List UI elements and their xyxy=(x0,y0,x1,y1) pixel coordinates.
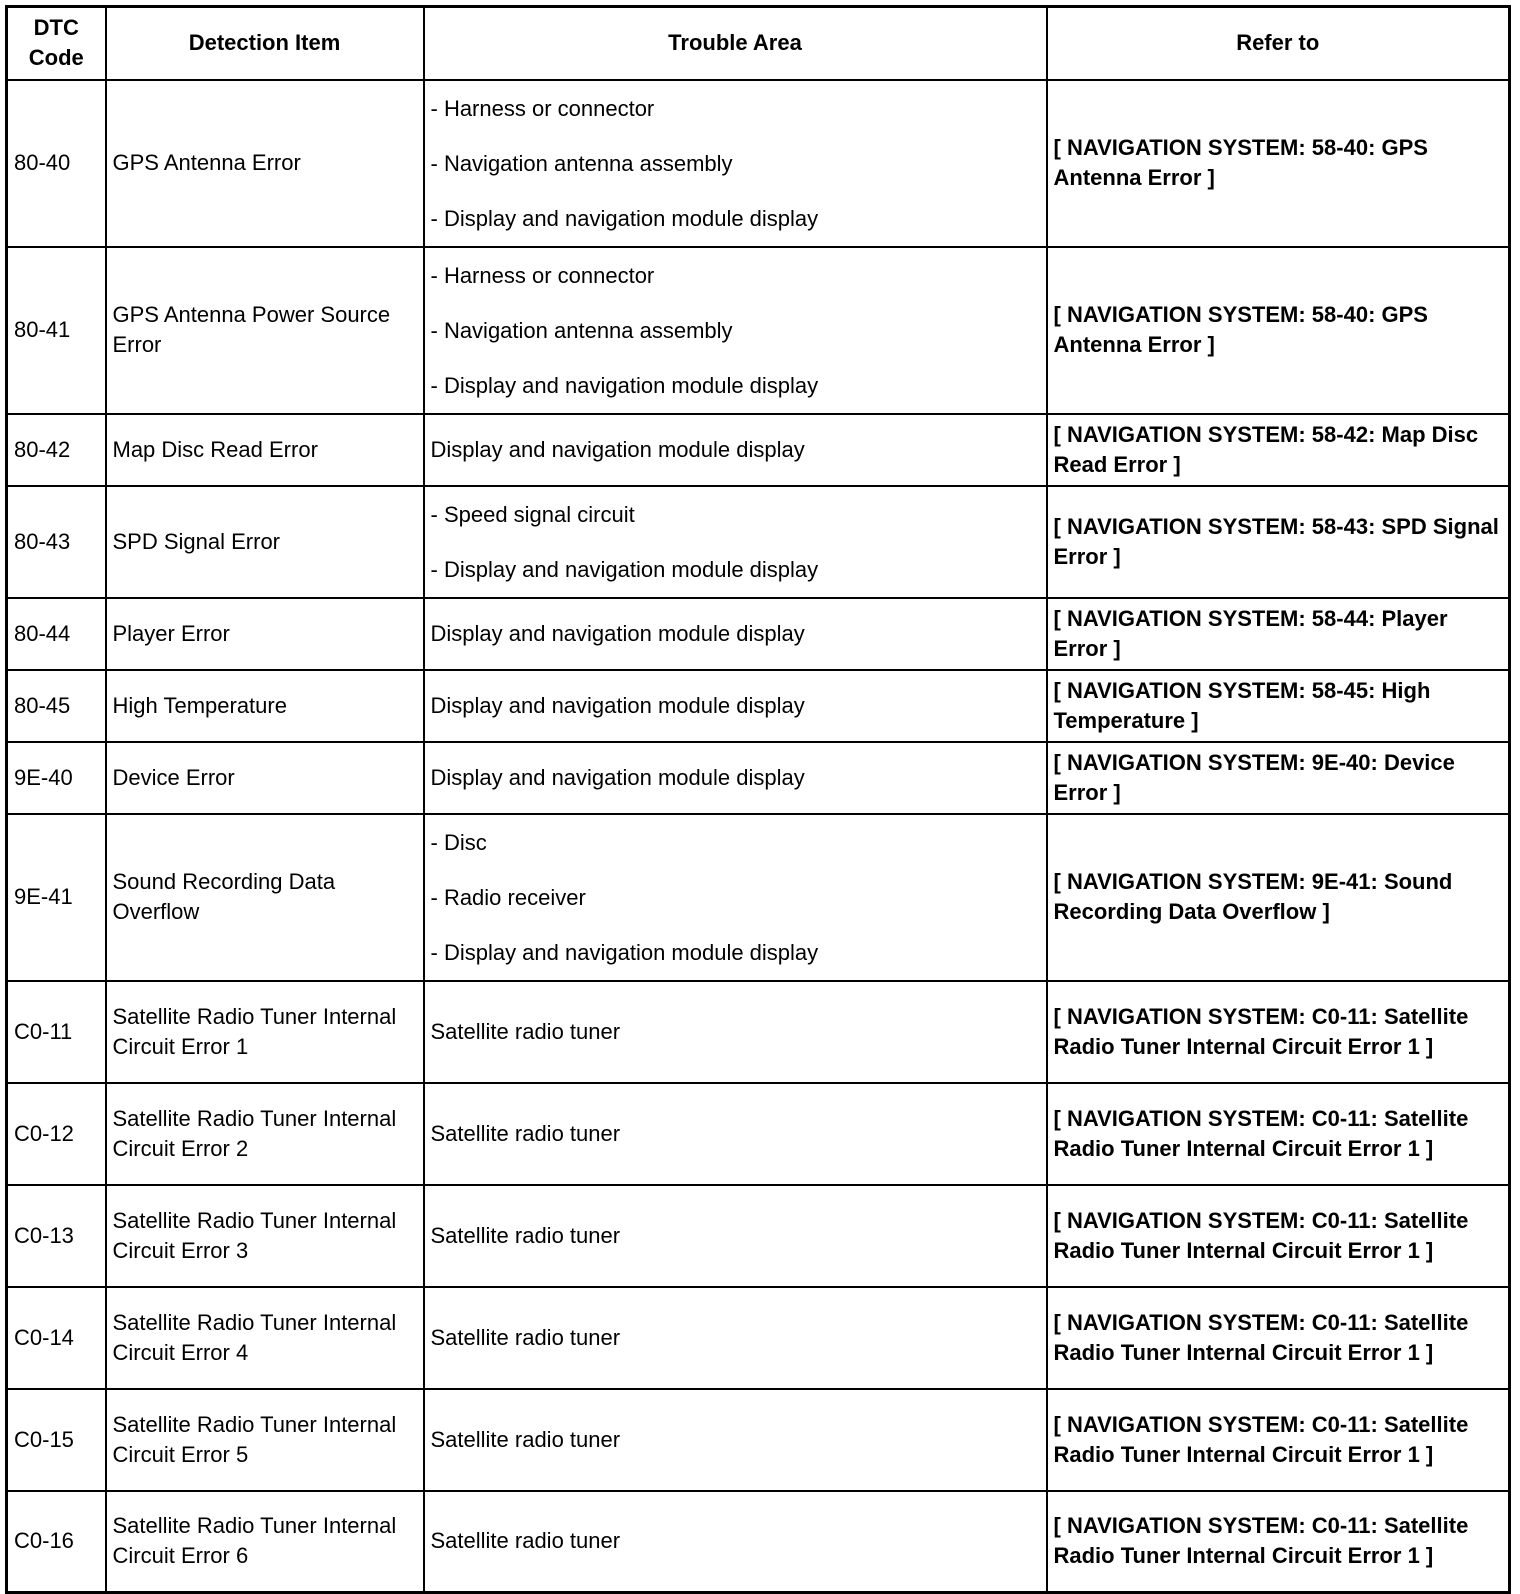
refer-to-link[interactable]: [ NAVIGATION SYSTEM: C0-11: Satellite Radio Tuner Internal Circuit Error 1 ] xyxy=(1047,1389,1510,1491)
detection-item-cell: Device Error xyxy=(106,742,424,814)
trouble-area-cell xyxy=(424,1389,1047,1491)
refer-to-link[interactable]: [ NAVIGATION SYSTEM: C0-11: Satellite Radio Tuner Internal Circuit Error 1 ] xyxy=(1047,1185,1510,1287)
trouble-area-cell xyxy=(424,414,1047,486)
detection-item-cell: Satellite Radio Tuner Internal Circuit Error 3 xyxy=(106,1185,424,1287)
refer-to-link[interactable]: [ NAVIGATION SYSTEM: C0-11: Satellite Radio Tuner Internal Circuit Error 1 ] xyxy=(1047,1491,1510,1593)
dtc-code-cell: C0-13 xyxy=(7,1185,106,1287)
trouble-area-line: - Radio receiver xyxy=(430,884,586,910)
table-row xyxy=(7,1491,1510,1593)
dtc-code-cell: 80-40 xyxy=(7,80,106,247)
detection-item-cell: GPS Antenna Error xyxy=(106,80,424,247)
trouble-area-cell xyxy=(424,486,1047,598)
refer-to-link[interactable]: [ NAVIGATION SYSTEM: C0-11: Satellite Radio Tuner Internal Circuit Error 1 ] xyxy=(1047,1083,1510,1185)
trouble-area-line: Satellite radio tuner xyxy=(430,1120,621,1146)
table-row xyxy=(7,414,1510,486)
trouble-area-cell xyxy=(424,1185,1047,1287)
trouble-area-line: Display and navigation module display xyxy=(430,436,805,462)
trouble-area-line: - Display and navigation module display xyxy=(430,939,819,965)
detection-item-cell: GPS Antenna Power Source Error xyxy=(106,247,424,414)
refer-to-link[interactable]: [ NAVIGATION SYSTEM: 58-44: Player Error ] xyxy=(1047,598,1510,670)
detection-item-cell: Map Disc Read Error xyxy=(106,414,424,486)
dtc-code-cell: C0-16 xyxy=(7,1491,106,1593)
refer-to-link[interactable]: [ NAVIGATION SYSTEM: 58-45: High Temperature ] xyxy=(1047,670,1510,742)
detection-item-cell: Satellite Radio Tuner Internal Circuit Error 6 xyxy=(106,1491,424,1593)
trouble-area-cell xyxy=(424,80,1047,247)
table-row xyxy=(7,670,1510,742)
table-row xyxy=(7,1389,1510,1491)
refer-to-link[interactable]: [ NAVIGATION SYSTEM: 58-43: SPD Signal Error ] xyxy=(1047,486,1510,598)
trouble-area-line: Display and navigation module display xyxy=(430,620,805,646)
dtc-code-cell: C0-11 xyxy=(7,981,106,1083)
trouble-area-line: - Disc xyxy=(430,829,487,855)
trouble-area-cell xyxy=(424,247,1047,414)
header-dtc-code: DTC Code xyxy=(7,7,106,80)
table-row xyxy=(7,1287,1510,1389)
table-row xyxy=(7,80,1510,247)
refer-to-link[interactable]: [ NAVIGATION SYSTEM: 58-40: GPS Antenna Error ] xyxy=(1047,80,1510,247)
detection-item-cell: Satellite Radio Tuner Internal Circuit Error 1 xyxy=(106,981,424,1083)
refer-to-link[interactable]: [ NAVIGATION SYSTEM: 58-42: Map Disc Read Error ] xyxy=(1047,414,1510,486)
table-row xyxy=(7,1185,1510,1287)
refer-to-link[interactable]: [ NAVIGATION SYSTEM: 9E-40: Device Error ] xyxy=(1047,742,1510,814)
trouble-area-line: - Harness or connector xyxy=(430,95,655,121)
header-trouble-area: Trouble Area xyxy=(424,7,1047,80)
trouble-area-line: Satellite radio tuner xyxy=(430,1018,621,1044)
header-row xyxy=(7,7,1510,80)
trouble-area-line: - Display and navigation module display xyxy=(430,372,819,398)
table-row xyxy=(7,247,1510,414)
detection-item-cell: Satellite Radio Tuner Internal Circuit Error 2 xyxy=(106,1083,424,1185)
trouble-area-line: Satellite radio tuner xyxy=(430,1528,621,1554)
dtc-code-cell: 80-45 xyxy=(7,670,106,742)
dtc-code-cell: C0-15 xyxy=(7,1389,106,1491)
refer-to-link[interactable]: [ NAVIGATION SYSTEM: C0-11: Satellite Radio Tuner Internal Circuit Error 1 ] xyxy=(1047,981,1510,1083)
dtc-code-cell: 80-43 xyxy=(7,486,106,598)
table-row xyxy=(7,486,1510,598)
trouble-area-cell xyxy=(424,981,1047,1083)
trouble-area-line: - Navigation antenna assembly xyxy=(430,150,733,176)
trouble-area-line: Satellite radio tuner xyxy=(430,1222,621,1248)
table-row xyxy=(7,1083,1510,1185)
trouble-area-line: - Harness or connector xyxy=(430,262,655,288)
dtc-code-cell: 9E-40 xyxy=(7,742,106,814)
trouble-area-cell xyxy=(424,1083,1047,1185)
dtc-code-cell: 80-42 xyxy=(7,414,106,486)
trouble-area-cell xyxy=(424,814,1047,981)
detection-item-cell: Sound Recording Data Overflow xyxy=(106,814,424,981)
header-detection-item: Detection Item xyxy=(106,7,424,80)
table-header xyxy=(7,7,1510,80)
table-row xyxy=(7,814,1510,981)
detection-item-cell: Satellite Radio Tuner Internal Circuit Error 4 xyxy=(106,1287,424,1389)
detection-item-cell: High Temperature xyxy=(106,670,424,742)
trouble-area-cell xyxy=(424,670,1047,742)
dtc-code-cell: 80-41 xyxy=(7,247,106,414)
trouble-area-line: Display and navigation module display xyxy=(430,764,805,790)
trouble-area-line: Display and navigation module display xyxy=(430,692,805,718)
trouble-area-line: Satellite radio tuner xyxy=(430,1426,621,1452)
refer-to-link[interactable]: [ NAVIGATION SYSTEM: C0-11: Satellite Radio Tuner Internal Circuit Error 1 ] xyxy=(1047,1287,1510,1389)
trouble-area-line: Satellite radio tuner xyxy=(430,1324,621,1350)
dtc-table xyxy=(5,5,1511,1594)
trouble-area-cell xyxy=(424,1491,1047,1593)
table-row xyxy=(7,598,1510,670)
detection-item-cell: Satellite Radio Tuner Internal Circuit Error 5 xyxy=(106,1389,424,1491)
trouble-area-line: - Display and navigation module display xyxy=(430,556,819,582)
dtc-code-cell: 9E-41 xyxy=(7,814,106,981)
trouble-area-cell xyxy=(424,598,1047,670)
trouble-area-cell xyxy=(424,1287,1047,1389)
trouble-area-cell xyxy=(424,742,1047,814)
header-refer-to: Refer to xyxy=(1047,7,1510,80)
table-body xyxy=(7,80,1510,1593)
dtc-code-cell: 80-44 xyxy=(7,598,106,670)
detection-item-cell: Player Error xyxy=(106,598,424,670)
detection-item-cell: SPD Signal Error xyxy=(106,486,424,598)
dtc-code-cell: C0-14 xyxy=(7,1287,106,1389)
trouble-area-line: - Navigation antenna assembly xyxy=(430,317,733,343)
table-row xyxy=(7,981,1510,1083)
dtc-code-cell: C0-12 xyxy=(7,1083,106,1185)
refer-to-link[interactable]: [ NAVIGATION SYSTEM: 9E-41: Sound Recording Data Overflow ] xyxy=(1047,814,1510,981)
table-row xyxy=(7,742,1510,814)
trouble-area-line: - Speed signal circuit xyxy=(430,501,635,527)
trouble-area-line: - Display and navigation module display xyxy=(430,205,819,231)
refer-to-link[interactable]: [ NAVIGATION SYSTEM: 58-40: GPS Antenna Error ] xyxy=(1047,247,1510,414)
